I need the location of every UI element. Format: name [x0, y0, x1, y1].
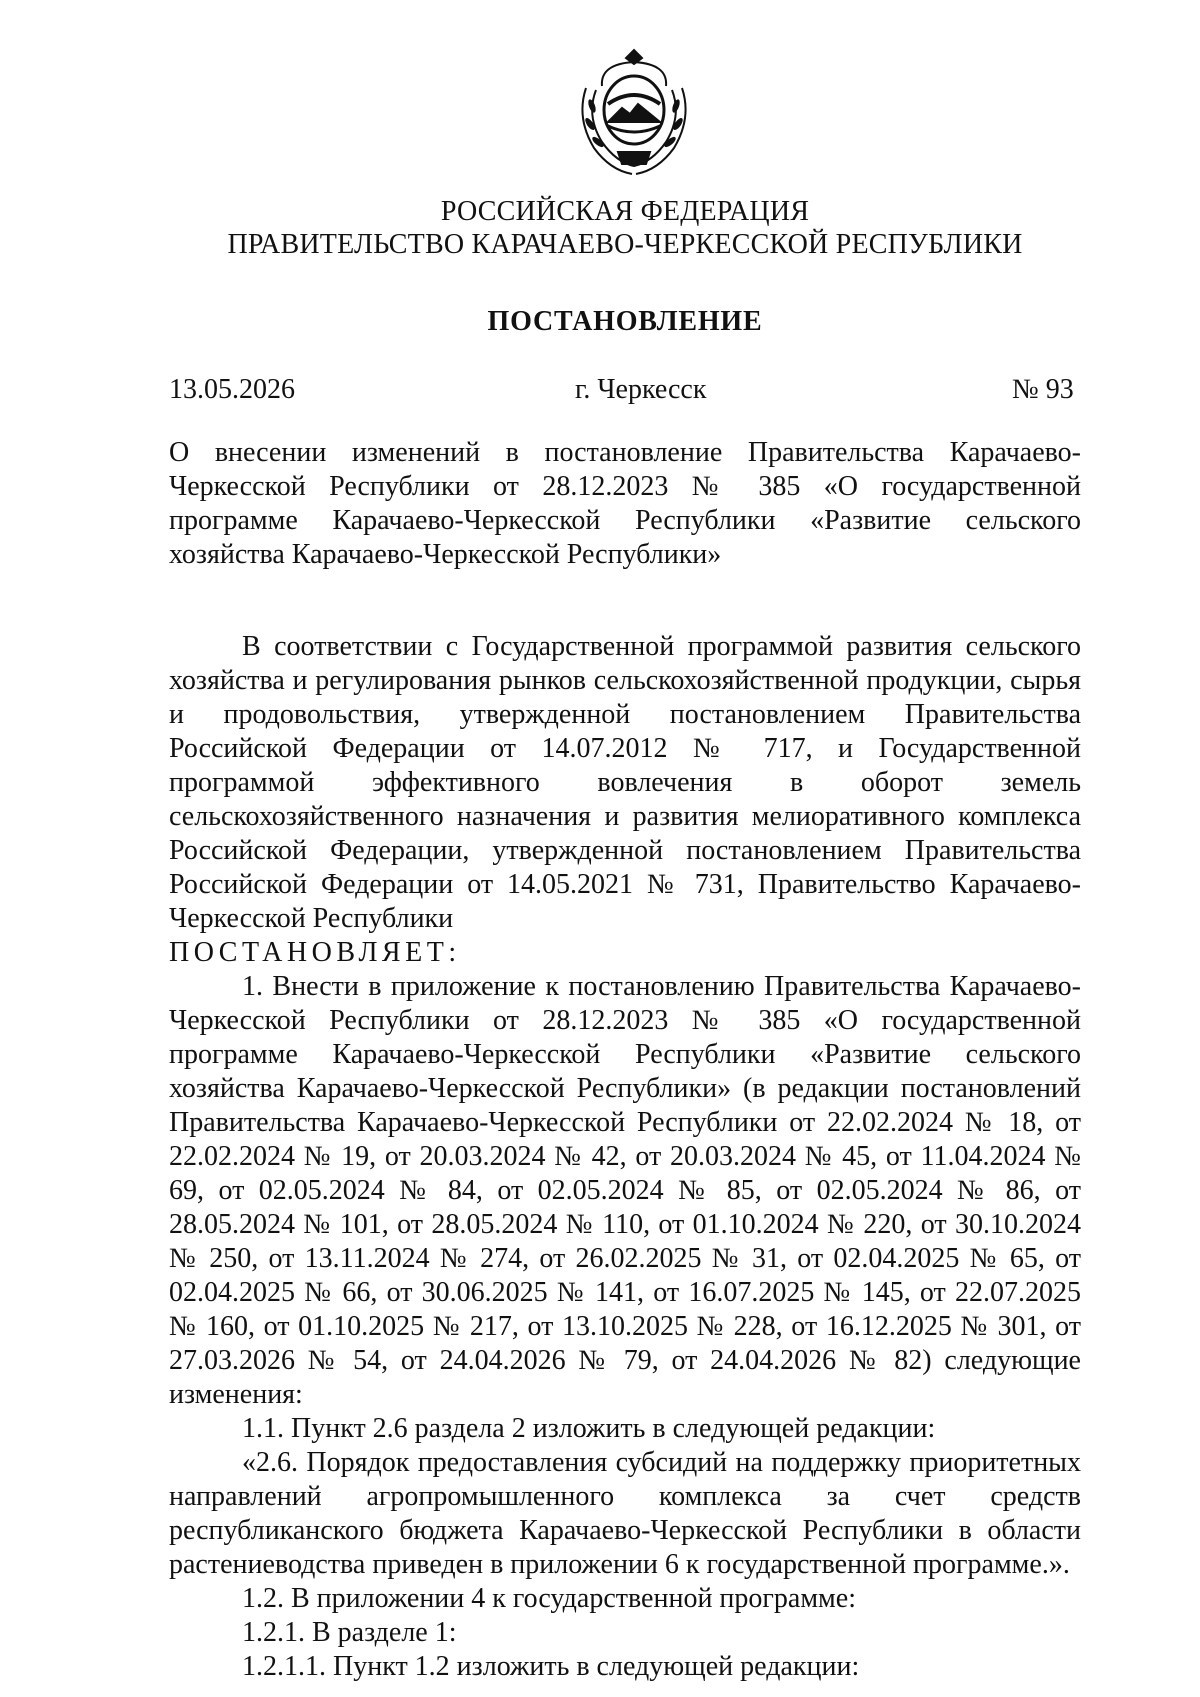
paragraph-1-2: 1.2. В приложении 4 к государственной программе: [242, 1583, 856, 1614]
document-subject: О внесении изменений в постановление Правительства Карачаево-Черкесской Республики от 28.12.2023 № 385 «О государственной программе Карачаево-Черкесской Республики «Развитие сельского хозяйства Карачаево-Черкесской Республики» [169, 437, 1081, 570]
document-body [169, 630, 1081, 1684]
resolves-heading: ПОСТАНОВЛЯЕТ: [169, 937, 461, 968]
preamble-paragraph: В соответствии с Государственной программой развития сельского хозяйства и регулирования рынков сельскохозяйственной продукции, сырья и продовольствия, утвержденной постановлением Правительства Российской Федерации от 14.07.2012 № 717, и Государственной программой эффективного вовлечения в оборот земель сельскохозяйственного назначения и развития мелиоративного комплекса Российской Федерации, утвержденной постановлением Правительства Российской Федерации от 14.05.2021 № 731, Правительство Карачаево-Черкесской Республики [169, 631, 1081, 934]
header-country: РОССИЙСКАЯ ФЕДЕРАЦИЯ [440, 196, 810, 227]
document-place: г. Черкесск [575, 374, 707, 405]
paragraph-1-1: 1.1. Пункт 2.6 раздела 2 изложить в следующей редакции: [242, 1413, 936, 1444]
paragraph-1-2-1: 1.2.1. В разделе 1: [242, 1617, 457, 1648]
paragraph-1-2-1-1: 1.2.1.1. Пункт 1.2 изложить в следующей редакции: [242, 1651, 860, 1682]
header-government: ПРАВИТЕЛЬСТВО КАРАЧАЕВО-ЧЕРКЕССКОЙ РЕСПУБЛИКИ [227, 229, 1023, 260]
paragraph-1-1-text: «2.6. Порядок предоставления субсидий на поддержку приоритетных направлений агропромышленного комплекса за счет средств республиканского бюджета Карачаево-Черкесской Республики в области растениеводства приведен в приложении 6 к государственной программе.». [169, 1447, 1081, 1580]
document-date: 13.05.2026 [169, 374, 295, 405]
document-number: № 93 [1012, 374, 1074, 405]
coat-of-arms-emblem [572, 46, 696, 178]
paragraph-1: 1. Внести в приложение к постановлению Правительства Карачаево-Черкесской Республики от 28.12.2023 № 385 «О государственной программе Карачаево-Черкесской Республики «Развитие сельского хозяйства Карачаево-Черкесской Республики» (в редакции постановлений Правительства Карачаево-Черкесской Республики от 22.02.2024 № 18, от 22.02.2024 № 19, от 20.03.2024 № 42, от 20.03.2024 № 45, от 11.04.2024 № 69, от 02.05.2024 № 84, от 02.05.2024 № 85, от 02.05.2024 № 86, от 28.05.2024 № 101, от 28.05.2024 № 110, от 01.10.2024 № 220, от 30.10.2024 № 250, от 13.11.2024 № 274, от 26.02.2025 № 31, от 02.04.2025 № 65, от 02.04.2025 № 66, от 30.06.2025 № 141, от 16.07.2025 № 145, от 22.07.2025 № 160, от 01.10.2025 № 217, от 13.10.2025 № 228, от 16.12.2025 № 301, от 27.03.2026 № 54, от 24.04.2026 № 79, от 24.04.2026 № 82) следующие изменения: [169, 971, 1081, 1410]
document-type-title: ПОСТАНОВЛЕНИЕ [487, 306, 763, 337]
